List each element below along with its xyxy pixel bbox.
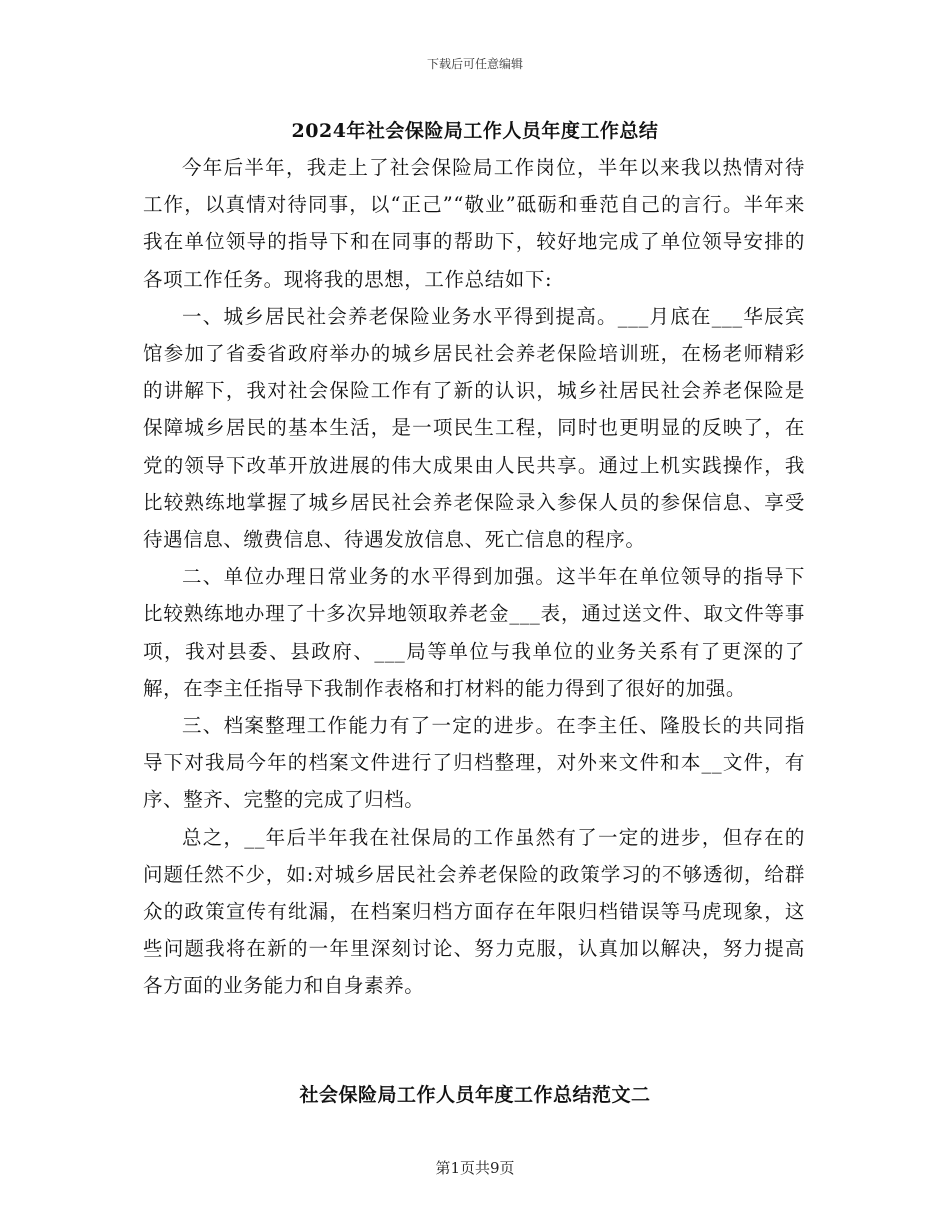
paragraph-intro: 今年后半年，我走上了社会保险局工作岗位，半年以来我以热情对待工作，以真情对待同事，以“正己”“敬业”砥砺和垂范自己的言行。半年来我在单位领导的指导下和在同事的帮助下，较好地完成了单位领导安排的各项工作任务。现将我的思想，工作总结如下: [143, 156, 805, 291]
section-subtitle: 社会保险局工作人员年度工作总结范文二 [299, 1084, 651, 1106]
paragraph-section-3: 三、档案整理工作能力有了一定的进步。在李主任、隆股长的共同指导下对我局今年的档案文件进行了归档整理，对外来文件和本__文件，有序、整齐、完整的完成了归档。 [143, 714, 805, 812]
paragraph-conclusion: 总之，__年后半年我在社保局的工作虽然有了一定的进步，但存在的问题任然不少，如:对城乡居民社会养老保险的政策学习的不够透彻，给群众的政策宣传有纰漏，在档案归档方面存在年限归档错误等马虎现象，这些问题我将在新的一年里深刻讨论、努力克服，认真加以解决，努力提高各方面的业务能力和自身素养。 [143, 825, 805, 998]
document-body [143, 149, 805, 1005]
document-title: 2024年社会保险局工作人员年度工作总结 [291, 120, 659, 142]
paragraph-section-1: 一、城乡居民社会养老保险业务水平得到提高。___月底在___华辰宾馆参加了省委省政府举办的城乡居民社会养老保险培训班，在杨老师精彩的讲解下，我对社会保险工作有了新的认识，城乡社居民社会养老保险是保障城乡居民的基本生活，是一项民生工程，同时也更明显的反映了，在党的领导下改革开放进展的伟大成果由人民共享。通过上机实践操作，我比较熟练地掌握了城乡居民社会养老保险录入参保人员的参保信息、享受待遇信息、缴费信息、待遇发放信息、死亡信息的程序。 [143, 304, 805, 552]
page-footer: 第1页共9页 [435, 1159, 515, 1177]
header-note: 下载后可任意编辑 [426, 57, 523, 71]
paragraph-section-2: 二、单位办理日常业务的水平得到加强。这半年在单位领导的指导下比较熟练地办理了十多次异地领取养老金___表，通过送文件、取文件等事项，我对县委、县政府、___局等单位与我单位的业务关系有了更深的了解，在李主任指导下我制作表格和打材料的能力得到了很好的加强。 [143, 565, 805, 700]
